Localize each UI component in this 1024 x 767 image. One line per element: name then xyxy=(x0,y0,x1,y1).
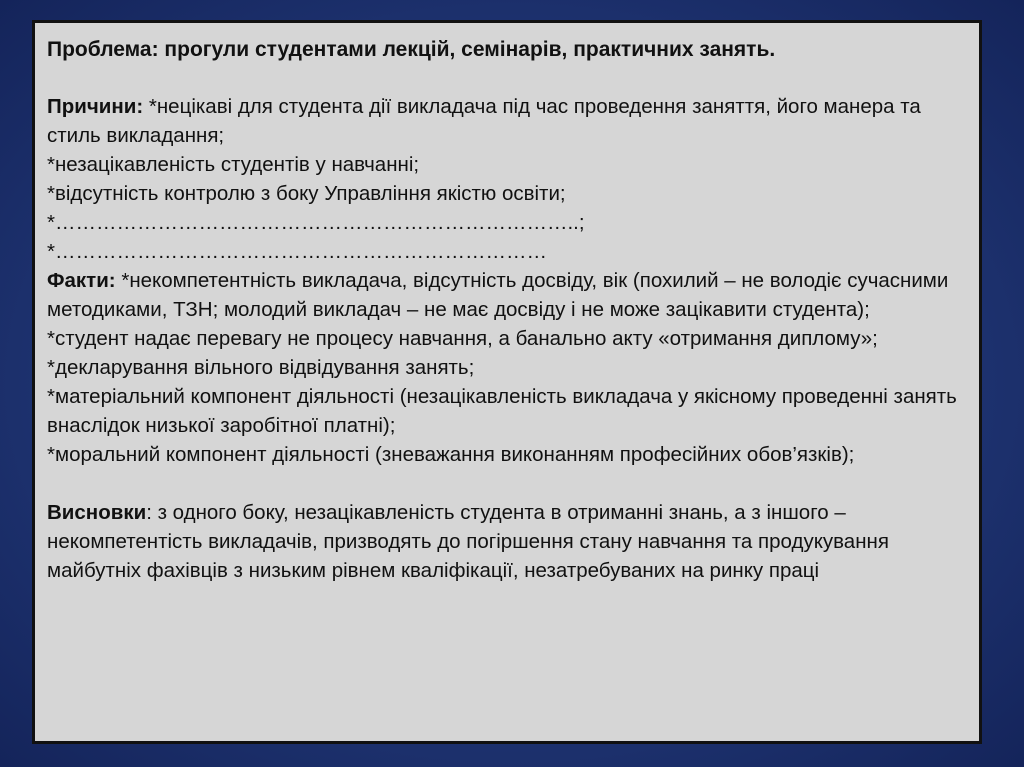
causes-intro xyxy=(47,92,965,150)
facts-label: Факти: xyxy=(47,269,116,292)
slide-content-box xyxy=(32,20,982,744)
causes-item: *……………………………………………………………… xyxy=(47,240,547,263)
facts-item: *матеріальний компонент діяльності (незацікавленість викладача у якісному проведенні занять внаслідок низької заробітної платні); xyxy=(47,385,957,437)
causes-item: *відсутність контролю з боку Управління якістю освіти; xyxy=(47,182,566,205)
facts-item: *моральний компонент діяльності (зневажання виконанням професійних обов’язків); xyxy=(47,443,855,466)
facts-item: *студент надає перевагу не процесу навчання, а банально акту «отримання диплому»; xyxy=(47,327,878,350)
facts-first-item: *некомпетентність викладача, відсутність досвіду, вік (похилий – не володіє сучасними методиками, ТЗН; молодий викладач – не має досвіду і не може зацікавити студента); xyxy=(47,269,949,321)
conclusions-label: Висновки xyxy=(47,501,147,524)
section-spacer xyxy=(47,469,965,498)
slide-title: Проблема: прогули студентами лекцій, семінарів, практичних занять. xyxy=(47,38,776,61)
facts-intro xyxy=(47,266,965,324)
facts-item: *декларування вільного відвідування занять; xyxy=(47,356,475,379)
causes-item: *…………………………………………………………………..; xyxy=(47,211,585,234)
causes-first-item: *нецікаві для студента дії викладача під час проведення заняття, його манера та стиль викладання; xyxy=(47,95,921,147)
conclusions-paragraph xyxy=(47,498,965,585)
conclusions-text: : з одного боку, незацікавленість студента в отриманні знань, а з іншого – некомпетентість викладачів, призводять до погіршення стану навчання та продукування майбутніх фахівців з низьким рівнем кваліфікації, незатребуваних на ринку праці xyxy=(47,501,889,582)
causes-label: Причини: xyxy=(47,95,144,118)
causes-item: *незацікавленість студентів у навчанні; xyxy=(47,153,420,176)
